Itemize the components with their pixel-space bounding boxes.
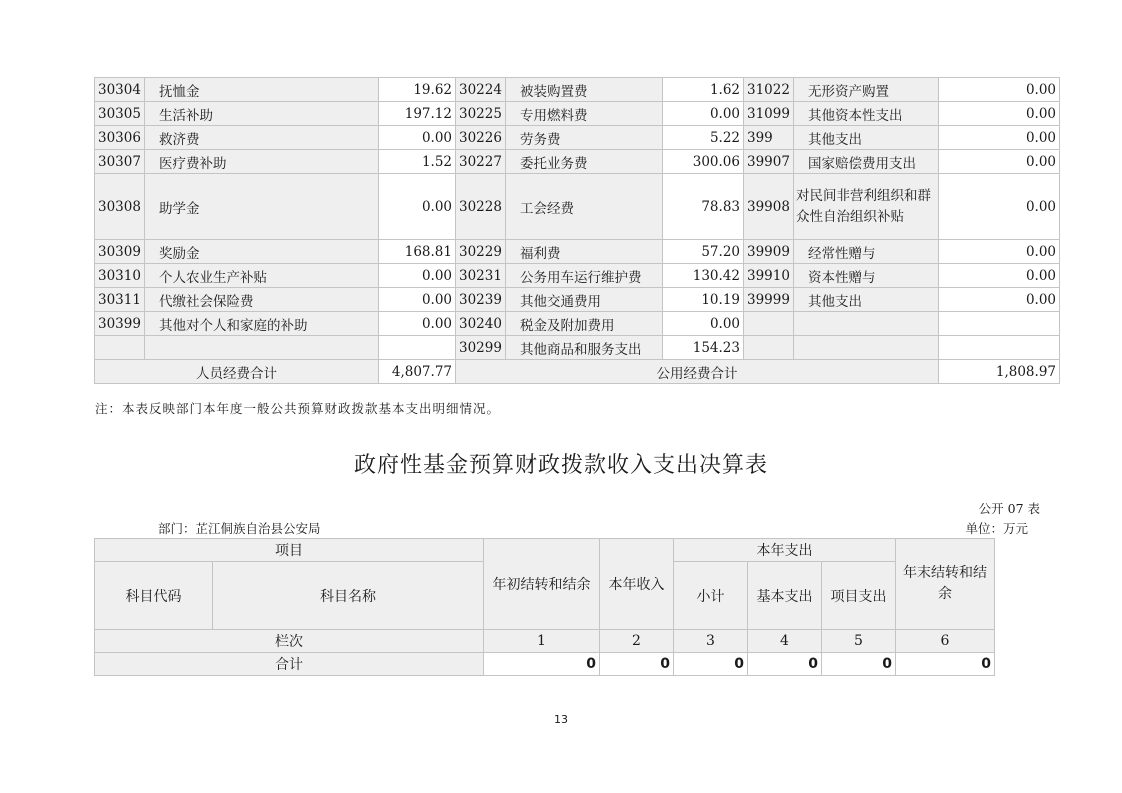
value-cell: 0.00 [379,126,456,150]
personnel-total-value: 4,807.77 [379,360,456,384]
code-cell: 30224 [456,78,506,102]
code-cell: 30307 [95,150,145,174]
government-fund-table [94,538,995,676]
column-number: 5 [822,630,896,653]
code-cell: 30240 [456,312,506,336]
name-cell: 福利费 [506,240,663,264]
column-number: 2 [600,630,674,653]
header-subtotal: 小计 [674,562,748,630]
name-cell: 公务用车运行维护费 [506,264,663,288]
name-cell: 工会经费 [506,174,663,240]
expense-row [95,174,1060,240]
value-cell [379,336,456,360]
page-number: 13 [554,713,568,726]
header-expense: 本年支出 [674,539,896,562]
name-cell: 税金及附加费用 [506,312,663,336]
name-cell: 其他资本性支出 [794,102,939,126]
code-cell: 39907 [744,150,794,174]
public-total-label: 公用经费合计 [456,360,939,384]
value-cell: 0.00 [939,264,1060,288]
header-begin-balance: 年初结转和结余 [484,539,600,630]
code-cell: 30311 [95,288,145,312]
fund-total-value: 0 [896,653,995,676]
code-cell: 30308 [95,174,145,240]
name-cell: 无形资产购置 [794,78,939,102]
code-cell [95,336,145,360]
code-cell: 30239 [456,288,506,312]
name-cell: 劳务费 [506,126,663,150]
code-cell: 30310 [95,264,145,288]
value-cell: 1.52 [379,150,456,174]
value-cell: 0.00 [379,174,456,240]
value-cell: 78.83 [663,174,744,240]
value-cell: 19.62 [379,78,456,102]
value-cell: 0.00 [939,240,1060,264]
header-project: 项目支出 [822,562,896,630]
page-title: 政府性基金预算财政拨款收入支出决算表 [353,453,768,478]
fund-total-label: 合计 [95,653,484,676]
value-cell: 154.23 [663,336,744,360]
public-total-value: 1,808.97 [939,360,1060,384]
header-income: 本年收入 [600,539,674,630]
code-cell [744,336,794,360]
value-cell: 0.00 [939,102,1060,126]
value-cell: 197.12 [379,102,456,126]
fund-total-value: 0 [674,653,748,676]
name-cell [145,336,379,360]
code-cell: 30228 [456,174,506,240]
code-cell: 30309 [95,240,145,264]
code-cell: 39910 [744,264,794,288]
code-cell: 30305 [95,102,145,126]
name-cell: 其他支出 [794,288,939,312]
value-cell: 0.00 [939,78,1060,102]
expense-row [95,240,1060,264]
value-cell: 168.81 [379,240,456,264]
header-item: 项目 [95,539,484,562]
header-code: 科目代码 [95,562,213,630]
code-cell: 30304 [95,78,145,102]
value-cell: 1.62 [663,78,744,102]
name-cell: 经常性赠与 [794,240,939,264]
code-cell: 39999 [744,288,794,312]
name-cell: 国家赔偿费用支出 [794,150,939,174]
column-number: 6 [896,630,995,653]
value-cell: 5.22 [663,126,744,150]
name-cell: 抚恤金 [145,78,379,102]
code-cell: 30299 [456,336,506,360]
name-cell: 对民间非营利组织和群众性自治组织补贴 [794,174,939,240]
name-cell: 助学金 [145,174,379,240]
name-cell: 委托业务费 [506,150,663,174]
code-cell: 31099 [744,102,794,126]
expense-table-body [95,78,1060,360]
code-cell: 30231 [456,264,506,288]
totals-row [95,360,1060,384]
code-cell: 30399 [95,312,145,336]
unit-label: 单位：万元 [965,521,1028,536]
column-number: 3 [674,630,748,653]
name-cell [794,336,939,360]
code-cell: 31022 [744,78,794,102]
code-cell: 399 [744,126,794,150]
name-cell [794,312,939,336]
expense-row [95,102,1060,126]
header-end-balance: 年末结转和结余 [896,539,995,630]
name-cell: 其他支出 [794,126,939,150]
table-note: 注：本表反映部门本年度一般公共预算财政拨款基本支出明细情况。 [95,401,501,416]
expense-row [95,264,1060,288]
form-number: 公开 07 表 [978,501,1040,516]
value-cell: 57.20 [663,240,744,264]
column-number-row [95,630,995,653]
name-cell: 医疗费补助 [145,150,379,174]
value-cell: 130.42 [663,264,744,288]
name-cell: 被装购置费 [506,78,663,102]
code-cell: 39909 [744,240,794,264]
name-cell: 其他对个人和家庭的补助 [145,312,379,336]
value-cell: 0.00 [939,150,1060,174]
header-name: 科目名称 [213,562,484,630]
name-cell: 其他交通费用 [506,288,663,312]
expense-row [95,312,1060,336]
department-label: 部门：芷江侗族自治县公安局 [158,521,321,536]
code-cell: 30226 [456,126,506,150]
value-cell: 0.00 [663,102,744,126]
fund-total-value: 0 [748,653,822,676]
fund-total-value: 0 [600,653,674,676]
expense-row [95,150,1060,174]
code-cell: 30229 [456,240,506,264]
name-cell: 专用燃料费 [506,102,663,126]
value-cell: 0.00 [379,312,456,336]
expense-row [95,126,1060,150]
fund-total-value: 0 [822,653,896,676]
value-cell: 0.00 [663,312,744,336]
name-cell: 个人农业生产补贴 [145,264,379,288]
basic-expense-detail-table [94,77,1060,384]
name-cell: 代缴社会保险费 [145,288,379,312]
expense-row [95,288,1060,312]
value-cell: 0.00 [939,288,1060,312]
column-number: 4 [748,630,822,653]
code-cell: 30306 [95,126,145,150]
column-row-label: 栏次 [95,630,484,653]
code-cell: 39908 [744,174,794,240]
code-cell [744,312,794,336]
value-cell [939,336,1060,360]
name-cell: 生活补助 [145,102,379,126]
name-cell: 资本性赠与 [794,264,939,288]
column-number: 1 [484,630,600,653]
name-cell: 救济费 [145,126,379,150]
fund-total-value: 0 [484,653,600,676]
value-cell: 300.06 [663,150,744,174]
value-cell [939,312,1060,336]
personnel-total-label: 人员经费合计 [95,360,379,384]
value-cell: 0.00 [939,126,1060,150]
expense-row [95,78,1060,102]
value-cell: 0.00 [939,174,1060,240]
fund-total-row [95,653,995,676]
expense-row [95,336,1060,360]
value-cell: 10.19 [663,288,744,312]
value-cell: 0.00 [379,264,456,288]
value-cell: 0.00 [379,288,456,312]
name-cell: 其他商品和服务支出 [506,336,663,360]
code-cell: 30227 [456,150,506,174]
header-basic: 基本支出 [748,562,822,630]
name-cell: 奖励金 [145,240,379,264]
code-cell: 30225 [456,102,506,126]
